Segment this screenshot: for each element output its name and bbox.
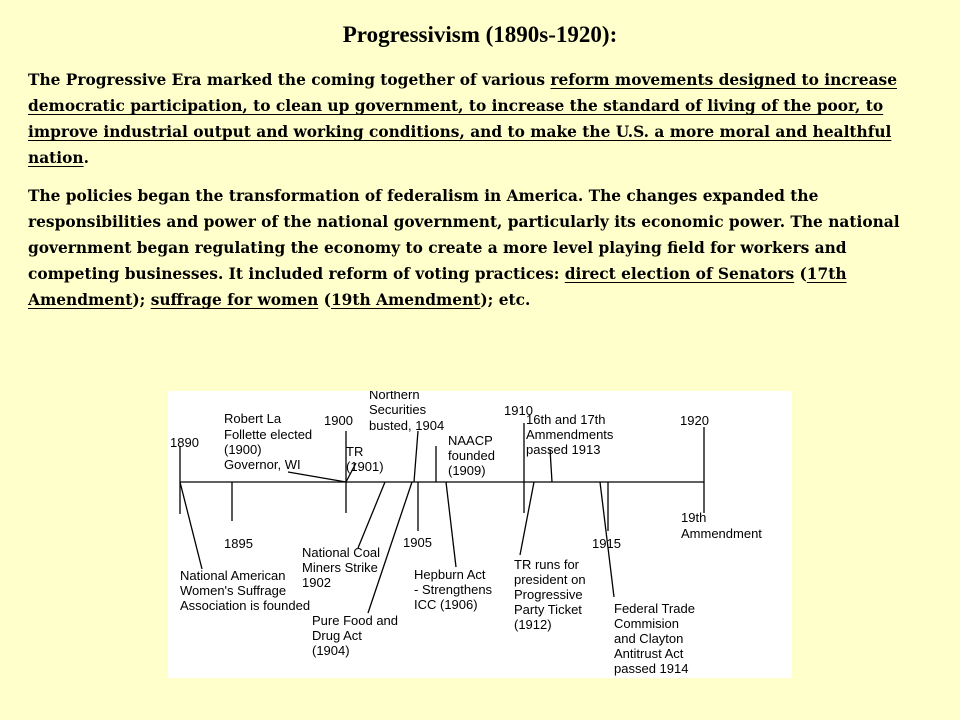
year-1915: 1915 — [592, 536, 621, 551]
event-coal-strike: National Coal Miners Strike 1902 — [302, 545, 381, 590]
leader-lafollette — [288, 472, 346, 482]
event-naacp: NAACP founded (1909) — [448, 433, 495, 478]
federalism-text-5: ); etc. — [480, 291, 531, 309]
leader-trruns — [520, 482, 534, 555]
event-suffrage-association: National American Women's Suffrage Association is founded — [180, 568, 311, 613]
reform-goals-underlined: reform movements designed to increase democratic participation, to clean up government, to increase the standard of living of the poor, to improve industrial output and working conditions, and to make the U.S. a more moral and healthful nation — [28, 71, 898, 167]
federalism-text-4: ( — [318, 291, 331, 309]
amendment-17-underlined: 17th Amendment — [28, 265, 847, 309]
leader-northern — [414, 431, 418, 482]
federalism-paragraph — [28, 183, 934, 313]
event-16th-17th-amendments: 16th and 17th Ammendments passed 1913 — [526, 412, 614, 457]
federalism-text-1: The policies began the transformation of federalism in America. The changes expanded the responsibilities and power of the national government, particularly its economic power. The national government began regulating the economy to create a more level playing field for workers and competing businesses. It included reform of voting practices: — [28, 187, 900, 283]
event-hepburn-act: Hepburn Act - Strengthens ICC (1906) — [414, 567, 493, 612]
direct-election-underlined: direct election of Senators — [564, 265, 795, 283]
year-1910: 1910 — [504, 403, 533, 418]
page-title: Progressivism (1890s-1920): — [342, 22, 618, 47]
year-1920: 1920 — [680, 413, 709, 428]
intro-paragraph — [28, 67, 934, 171]
amendment-19-underlined: 19th Amendment — [330, 291, 481, 309]
event-ftc-clayton: Federal Trade Commision and Clayton Antitrust Act passed 1914 — [614, 601, 695, 676]
leader-suffrage — [180, 482, 202, 569]
event-northern-securities: Northern Securities busted, 1904 — [369, 391, 445, 433]
timeline-diagram — [168, 391, 792, 678]
event-lafollette: Robert La Follette elected (1900) Governor, WI — [224, 411, 313, 472]
federalism-text-3: ); — [132, 291, 151, 309]
year-1895: 1895 — [224, 536, 253, 551]
intro-text-1: The Progressive Era marked the coming together of various — [28, 71, 551, 89]
leader-coal — [358, 482, 385, 548]
year-1890: 1890 — [170, 435, 199, 450]
women-suffrage-underlined: suffrage for women — [150, 291, 319, 309]
event-19th-amendment: 19th Ammendment — [681, 510, 762, 541]
event-pure-food-act: Pure Food and Drug Act (1904) — [312, 613, 399, 658]
federalism-text-2: ( — [794, 265, 807, 283]
event-tr: TR (1901) — [346, 444, 384, 474]
event-tr-runs: TR runs for president on Progressive Party Ticket (1912) — [514, 557, 586, 632]
year-1900: 1900 — [324, 413, 353, 428]
leader-hepburn — [446, 482, 456, 567]
progressive-era-timeline — [168, 391, 792, 678]
year-1905: 1905 — [403, 535, 432, 550]
intro-text-2: . — [83, 149, 89, 167]
